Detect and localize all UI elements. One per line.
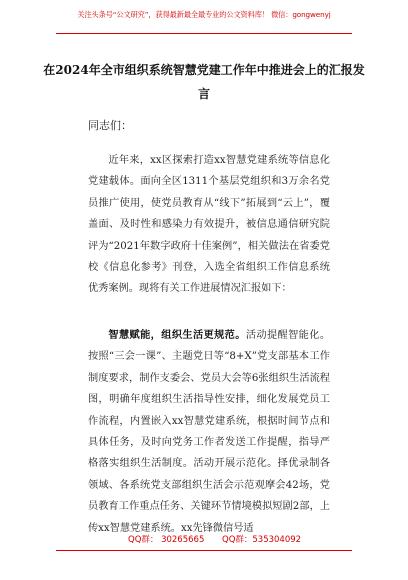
footer-divider bbox=[56, 550, 352, 551]
greeting: 同志们： bbox=[88, 119, 132, 132]
footer-qq-group-2: QQ群：535304092 bbox=[222, 535, 302, 545]
paragraph-intro: 近年来，xx区探索打造xx智慧党建系统等信息化党建载体。面向全区1311个基层党组织和3万余名党员推广使用，使党员教育从“线下”拓展到“云上”，覆盖面、及时性和感染力有效提升，被信息通信研究院评为“2021年数字政府十佳案例”，相关做法在省委党校《信息化参考》刊登，入选全省组织工作信息系统优秀案例。现将有关工作进展情况汇报如下： bbox=[88, 155, 330, 295]
paragraph-smart-empowerment bbox=[88, 325, 330, 539]
footer-qq-group-1: QQ群： 30265665 bbox=[128, 535, 205, 545]
paragraph-lead-heading: 智慧赋能，组织生活更规范。 bbox=[108, 329, 246, 341]
paragraph-body: 活动提醒智能化。按照“三会一课”、主题党日等“8+X”党支部基本工作制度要求，制作支委会、党员大会等6张组织生活流程图，明确年度组织生活指导性安排，细化发展党员工作流程，内置嵌入xx智慧党建系统，根据时间节点和具体任务，及时向党务工作者发送工作提醒，指导严格落实组织生活制度。活动开展示范化。择优录制各领域、各系统党支部组织生活会示范观摩会42场，党员教育工作重点任务、关键环节情境模拟短剧2部，上传xx智慧党建系统。xx先锋微信号适 bbox=[88, 330, 331, 534]
document-title: 在2024年全市组织系统智慧党建工作年中推进会上的汇报发言 bbox=[43, 63, 365, 101]
top-banner: 关注头条号“公文研究”，获得最新最全最专业的公文资料库！ 微信：gongwenyj bbox=[77, 10, 331, 19]
banner-divider bbox=[56, 33, 352, 34]
